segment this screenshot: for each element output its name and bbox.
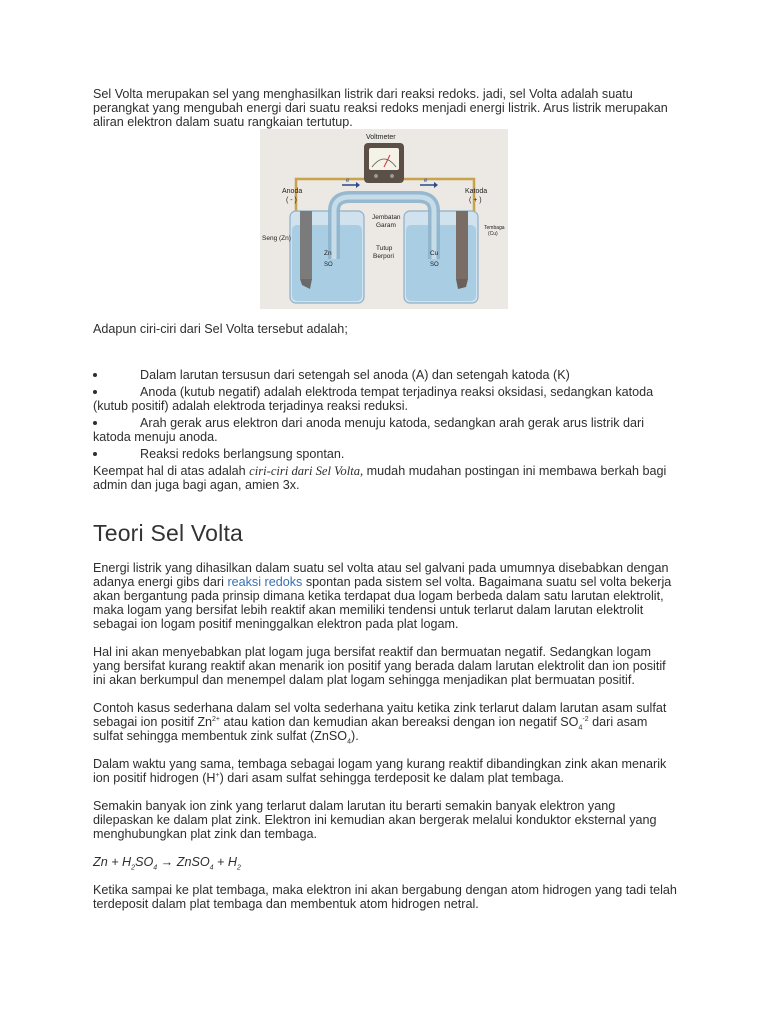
svg-text:SO: SO (430, 262, 439, 268)
paragraph-1: Energi listrik yang dihasilkan dalam suatu sel volta atau sel galvani pada umumnya disebabkan dengan adanya energi gibs dari reaksi redoks spontan pada sistem sel volta. Bagaimana suatu sel volta bekerja akan bergantung pada prinsip dimana ketika terdapat dua logam berbeda dalam satu larutan elektrolit, maka logam yang bersifat lebih reaktif akan memiliki tendensi untuk terlarut dalam larutan elektrolit sebagai ion logam positif meninggalkan elektron pada plat logam. (93, 561, 672, 631)
svg-text:( - ): ( - ) (286, 197, 297, 204)
copper-electrode (456, 211, 468, 279)
section-heading: Teori Sel Volta (93, 520, 244, 546)
list-intro: Adapun ciri-ciri dari Sel Volta tersebut adalah; (93, 322, 348, 336)
bullet-icon (93, 390, 97, 394)
bullet-icon (93, 452, 97, 456)
list-item: Arah gerak arus elektron dari anoda menuju katoda, sedangkan arah gerak arus listrik dari katoda menuju anoda. (93, 416, 645, 444)
svg-text:Tutup: Tutup (376, 245, 393, 252)
paragraph-3: Contoh kasus sederhana dalam sel volta sederhana yaitu ketika zink terlarut dalam larutan asam sulfat sebagai ion positif $Zn^{2+}$ atau kation dan kemudian akan bereaksi dengan ion negatif $SO_4^{-2}$ dari asam sulfat sehingga membentuk zink sulfat (ZnSO$_4$). (93, 701, 667, 746)
svg-text:( + ): ( + ) (469, 197, 482, 204)
svg-text:Zn: Zn (324, 250, 332, 257)
zinc-electrode (300, 211, 312, 279)
svg-text:(Cu): (Cu) (488, 231, 498, 237)
svg-text:Seng (Zn): Seng (Zn) (262, 235, 291, 242)
paragraph-2: Hal ini akan menyebabkan plat logam juga bersifat reaktif dan bermuatan negatif. Sedangkan logam yang bersifat kurang reaktif akan menarik ion positif yang berada dalam larutan elektrolit dan ion positif ini akan berkumpul dan menempel dalam plat logam sehingga menjadikan plat bermuatan positif. (93, 645, 666, 687)
list-item: Reaksi redoks berlangsung spontan. (93, 447, 678, 461)
svg-text:Garam: Garam (376, 222, 396, 229)
svg-text:SO: SO (324, 262, 333, 268)
reaction-formula: $Zn + H_2SO_4$ → ZnSO$_4$ + $H_2$ (93, 855, 241, 872)
intro-paragraph: Sel Volta merupakan sel yang menghasilkan listrik dari reaksi redoks. jadi, sel Volta adalah suatu perangkat yang mengubah energi dari suatu reaksi redoks menjadi energi listrik. Arus listrik merupakan aliran elektron dalam suatu rangkaian tertutup. (93, 87, 668, 129)
list-item: Anoda (kutub negatif) adalah elektroda tempat terjadinya reaksi oksidasi, sedangkan katoda (kutub positif) adalah elektroda terjadinya reaksi reduksi. (93, 385, 654, 413)
svg-text:Voltmeter: Voltmeter (366, 134, 396, 141)
voltaic-cell-diagram (260, 129, 508, 309)
redox-link[interactable]: reaksi redoks (227, 575, 303, 589)
paragraph-6: Ketika sampai ke plat tembaga, maka elektron ini akan bergabung dengan atom hidrogen yang tadi telah terdeposit dalam plat tembaga dan membentuk atom hidrogen netral. (93, 883, 677, 911)
svg-text:e: e (346, 178, 350, 184)
svg-text:Katoda: Katoda (465, 188, 488, 195)
list-item: Dalam larutan tersusun dari setengah sel anoda (A) dan setengah katoda (K) (93, 368, 678, 382)
article (93, 87, 678, 911)
svg-text:Tembaga: Tembaga (484, 225, 505, 231)
traits-list (93, 368, 678, 461)
paragraph-4: Dalam waktu yang sama, tembaga sebagai logam yang kurang reaktif dibandingkan zink akan menarik ion positif hidrogen (H+) dari asam sulfat sehingga terdeposit ke dalam plat tembaga. (93, 757, 667, 785)
svg-text:Jembatan: Jembatan (372, 214, 401, 221)
summary-paragraph: Keempat hal di atas adalah ciri-ciri dari Sel Volta, mudah mudahan postingan ini membawa berkah bagi admin dan juga bagi agan, amien 3x. (93, 464, 667, 492)
svg-text:Cu: Cu (430, 250, 439, 257)
bullet-icon (93, 373, 97, 377)
svg-text:e: e (424, 178, 428, 184)
svg-text:Anoda: Anoda (282, 188, 303, 195)
bullet-icon (93, 421, 97, 425)
paragraph-5: Semakin banyak ion zink yang terlarut dalam larutan itu berarti semakin banyak elektron yang dilepaskan ke dalam plat zink. Elektron ini kemudian akan bergerak melalui konduktor eksternal yang menghubungkan plat zink dan tembaga. (93, 799, 657, 841)
svg-text:Berpori: Berpori (373, 253, 394, 260)
